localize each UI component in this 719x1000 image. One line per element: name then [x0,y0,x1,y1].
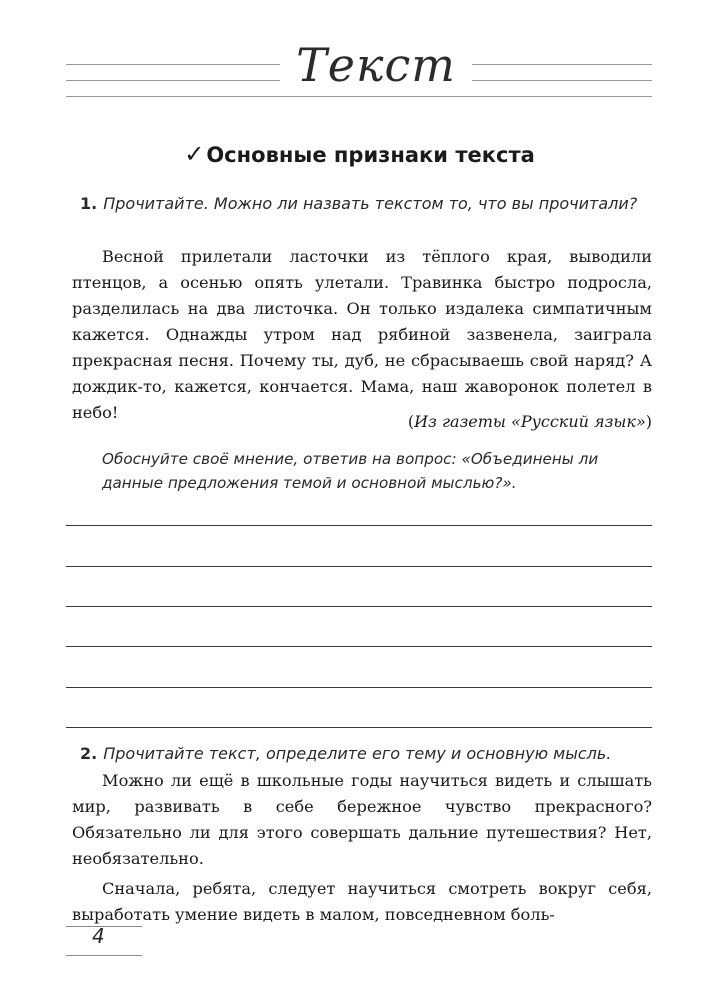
checkmark-icon: ✓ [184,140,205,168]
section-heading-text: Основные признаки текста [206,143,535,167]
section-heading [0,140,719,168]
task-2-paragraph-2: Сначала, ребята, следует научиться смотреть вокруг себя, выработать умение видеть в малом, повседневном боль- [72,879,652,924]
task-2-text [72,768,652,928]
task-1-source: (Из газеты «Русский язык») [407,412,652,431]
task-1-passage-text: Весной прилетали ласточки из тёплого края, выводили птенцов, а осенью опять улетали. Травинка быстро подросла, разделилась на два листочка. Он только издалека симпатичным кажется. Однажды утром над рябиной зазвенела, заиграла прекрасная песня. Почему ты, дуб, не сбрасываешь свой наряд? А дождик-то, кажется, кончается. Мама, наш жаворонок полетел в небо! [72,247,652,422]
task-1-source-text: Из газеты «Русский язык» [414,412,646,431]
answer-line[interactable] [66,687,652,688]
task-1-passage [72,244,652,426]
answer-line[interactable] [66,525,652,526]
task-2-number: 2. [80,744,98,763]
task-1-prompt-text: Прочитайте. Можно ли назвать текстом то, что вы прочитали? [103,194,638,213]
page-number: 4 [92,924,105,948]
answer-line[interactable] [66,606,652,607]
task-2-prompt-text: Прочитайте текст, определите его тему и основную мысль. [103,744,612,763]
answer-line[interactable] [66,566,652,567]
footer-rule-bottom [66,955,142,956]
task-1-prompt [72,191,652,217]
header-rule-bottom [66,96,652,97]
chapter-title: Текст [280,38,472,92]
task-1-number: 1. [80,194,98,213]
task-2-paragraph-1: Можно ли ещё в школьные годы научиться видеть и слышать мир, развивать в себе бережное чувство прекрасного? Обязательно ли для этого совершать дальние путешествия? Нет, необязательно. [72,771,652,868]
task-1-instruction: Обоснуйте своё мнение, ответив на вопрос: «Объединены ли данные предложения темой и основной мыслью?». [102,450,599,492]
answer-line[interactable] [66,727,652,728]
task-2-prompt [72,741,652,767]
answer-line[interactable] [66,646,652,647]
